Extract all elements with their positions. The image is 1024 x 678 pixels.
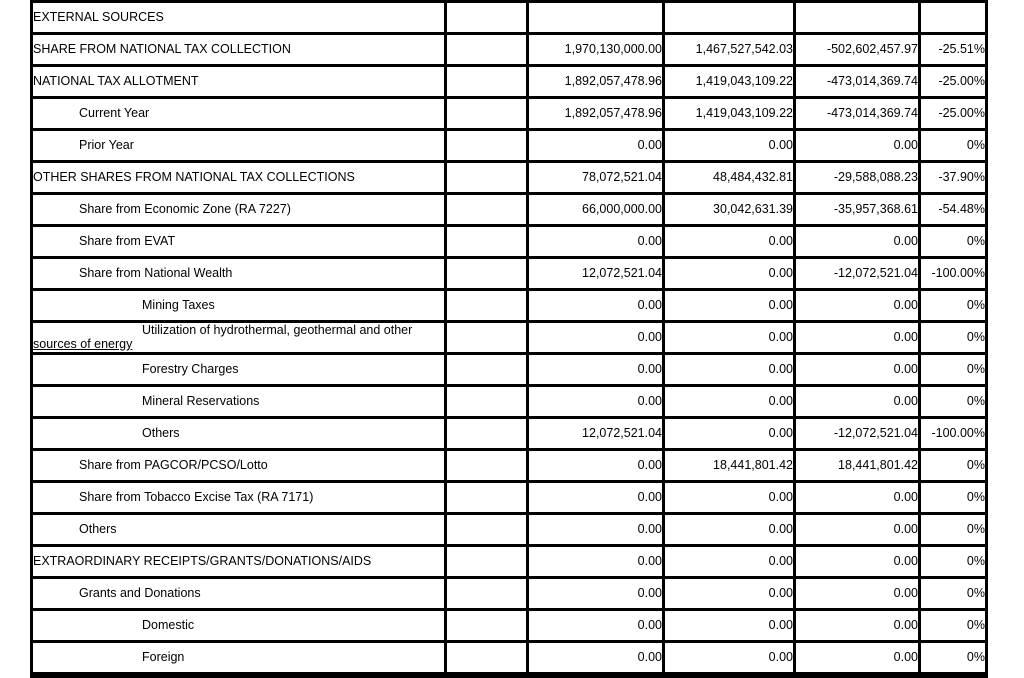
amount-variance-value: 0.00	[893, 394, 918, 408]
amount-budget-cell	[526, 256, 662, 288]
blank-cell	[444, 480, 526, 512]
row-label: Share from National Wealth	[79, 266, 233, 280]
amount-budget-cell	[526, 64, 662, 96]
table-row	[30, 352, 988, 384]
variance-percent-cell	[918, 512, 988, 544]
blank-cell	[444, 160, 526, 192]
table-row	[30, 32, 988, 64]
amount-variance-value: 0.00	[893, 490, 918, 504]
amount-budget-cell	[526, 608, 662, 640]
variance-percent-value: -25.00%	[938, 106, 985, 120]
table-row	[30, 224, 988, 256]
amount-actual-cell	[662, 544, 793, 576]
amount-actual-value: 0.00	[768, 298, 793, 312]
row-label-cell	[30, 480, 444, 512]
table-row	[30, 416, 988, 448]
row-label-cell	[30, 544, 444, 576]
variance-percent-value: 0%	[966, 138, 985, 152]
row-label: Current Year	[79, 106, 150, 120]
amount-budget-value: 1,892,057,478.96	[564, 74, 662, 88]
row-label: Grants and Donations	[79, 586, 201, 600]
blank-cell	[444, 256, 526, 288]
blank-cell	[444, 384, 526, 416]
row-label: OTHER SHARES FROM NATIONAL TAX COLLECTIONS	[33, 170, 355, 184]
row-label-cell	[30, 0, 444, 32]
amount-budget-cell	[526, 448, 662, 480]
amount-actual-cell	[662, 480, 793, 512]
row-label: Share from EVAT	[79, 234, 176, 248]
blank-cell	[444, 224, 526, 256]
blank-cell	[444, 0, 526, 32]
blank-cell	[444, 192, 526, 224]
amount-variance-cell	[793, 64, 918, 96]
amount-actual-value: 48,484,432.81	[713, 170, 793, 184]
table-row	[30, 96, 988, 128]
row-label: Mineral Reservations	[142, 394, 260, 408]
row-label-cell	[30, 576, 444, 608]
amount-budget-value: 0.00	[637, 138, 662, 152]
variance-percent-cell	[918, 256, 988, 288]
amount-actual-cell	[662, 224, 793, 256]
variance-percent-value: -25.00%	[938, 74, 985, 88]
row-label-cell	[30, 288, 444, 320]
amount-variance-value: 0.00	[893, 138, 918, 152]
table-row	[30, 64, 988, 96]
amount-budget-value: 0.00	[637, 650, 662, 664]
amount-budget-cell	[526, 480, 662, 512]
table-row	[30, 576, 988, 608]
amount-budget-cell	[526, 96, 662, 128]
blank-cell	[444, 512, 526, 544]
row-label: Forestry Charges	[142, 362, 239, 376]
amount-budget-cell	[526, 576, 662, 608]
amount-actual-cell	[662, 256, 793, 288]
variance-percent-cell	[918, 64, 988, 96]
amount-variance-value: -12,072,521.04	[833, 426, 918, 440]
amount-variance-cell	[793, 32, 918, 64]
amount-variance-cell	[793, 0, 918, 32]
amount-budget-value: 78,072,521.04	[582, 170, 662, 184]
amount-budget-cell	[526, 288, 662, 320]
variance-percent-cell	[918, 448, 988, 480]
blank-cell	[444, 288, 526, 320]
amount-variance-value: 18,441,801.42	[838, 458, 918, 472]
variance-percent-cell	[918, 32, 988, 64]
amount-variance-value: 0.00	[893, 554, 918, 568]
amount-actual-value: 0.00	[768, 330, 793, 344]
variance-percent-cell	[918, 544, 988, 576]
amount-budget-cell	[526, 544, 662, 576]
amount-budget-cell	[526, 192, 662, 224]
amount-variance-cell	[793, 544, 918, 576]
amount-budget-cell	[526, 0, 662, 32]
row-label-cell	[30, 160, 444, 192]
amount-variance-cell	[793, 384, 918, 416]
amount-variance-value: -29,588,088.23	[833, 170, 918, 184]
amount-variance-cell	[793, 320, 918, 352]
variance-percent-cell	[918, 288, 988, 320]
amount-budget-cell	[526, 224, 662, 256]
amount-variance-value: 0.00	[893, 234, 918, 248]
blank-cell	[444, 64, 526, 96]
row-label: Others	[142, 426, 180, 440]
table-row	[30, 544, 988, 576]
variance-percent-cell	[918, 192, 988, 224]
amount-actual-cell	[662, 32, 793, 64]
variance-percent-cell	[918, 576, 988, 608]
amount-budget-cell	[526, 128, 662, 160]
amount-budget-value: 0.00	[637, 298, 662, 312]
variance-percent-value: 0%	[966, 362, 985, 376]
row-label: EXTERNAL SOURCES	[33, 10, 164, 24]
table-row	[30, 480, 988, 512]
variance-percent-value: -25.51%	[938, 42, 985, 56]
amount-actual-value: 0.00	[768, 266, 793, 280]
variance-percent-cell	[918, 128, 988, 160]
table-row	[30, 384, 988, 416]
amount-budget-value: 0.00	[637, 522, 662, 536]
amount-variance-cell	[793, 640, 918, 675]
blank-cell	[444, 544, 526, 576]
amount-variance-value: -473,014,369.74	[826, 74, 918, 88]
amount-actual-cell	[662, 0, 793, 32]
variance-percent-value: -100.00%	[931, 426, 985, 440]
variance-percent-value: 0%	[966, 490, 985, 504]
amount-variance-cell	[793, 576, 918, 608]
row-label: Foreign	[142, 650, 185, 664]
amount-variance-value: -35,957,368.61	[833, 202, 918, 216]
amount-budget-value: 0.00	[637, 234, 662, 248]
amount-actual-cell	[662, 288, 793, 320]
variance-percent-cell	[918, 224, 988, 256]
row-label-cell	[30, 64, 444, 96]
amount-budget-value: 12,072,521.04	[582, 426, 662, 440]
row-label-cell	[30, 608, 444, 640]
amount-actual-value: 0.00	[768, 554, 793, 568]
row-label-cell	[30, 192, 444, 224]
amount-actual-value: 1,467,527,542.03	[695, 42, 793, 56]
amount-variance-value: -502,602,457.97	[826, 42, 918, 56]
row-label-cell	[30, 352, 444, 384]
variance-percent-value: 0%	[966, 586, 985, 600]
revenue-table	[30, 0, 988, 675]
amount-actual-cell	[662, 512, 793, 544]
amount-variance-cell	[793, 480, 918, 512]
variance-percent-value: 0%	[966, 554, 985, 568]
amount-budget-value: 0.00	[637, 586, 662, 600]
blank-cell	[444, 96, 526, 128]
budget-report-sheet	[30, 0, 988, 678]
table-row	[30, 320, 988, 352]
amount-variance-cell	[793, 128, 918, 160]
amount-budget-value: 0.00	[637, 618, 662, 632]
amount-actual-cell	[662, 96, 793, 128]
variance-percent-cell	[918, 0, 988, 32]
variance-percent-value: 0%	[966, 458, 985, 472]
amount-variance-cell	[793, 288, 918, 320]
row-label-cell	[30, 224, 444, 256]
amount-variance-value: -12,072,521.04	[833, 266, 918, 280]
amount-actual-value: 0.00	[768, 426, 793, 440]
blank-cell	[444, 128, 526, 160]
row-label: Share from Economic Zone (RA 7227)	[79, 202, 291, 216]
amount-variance-value: 0.00	[893, 522, 918, 536]
row-label-cell	[30, 256, 444, 288]
row-label-continuation: sources of energy	[33, 337, 133, 351]
variance-percent-value: 0%	[966, 618, 985, 632]
amount-actual-value: 1,419,043,109.22	[695, 74, 793, 88]
variance-percent-value: -54.48%	[938, 202, 985, 216]
table-row	[30, 0, 988, 32]
amount-actual-value: 0.00	[768, 586, 793, 600]
amount-actual-value: 0.00	[768, 490, 793, 504]
variance-percent-value: 0%	[966, 650, 985, 664]
amount-actual-cell	[662, 384, 793, 416]
table-row	[30, 160, 988, 192]
amount-actual-cell	[662, 192, 793, 224]
amount-actual-cell	[662, 352, 793, 384]
row-label-cell	[30, 128, 444, 160]
row-label: Domestic	[142, 618, 195, 632]
amount-budget-value: 0.00	[637, 330, 662, 344]
amount-variance-cell	[793, 416, 918, 448]
variance-percent-value: 0%	[966, 330, 985, 344]
blank-cell	[444, 640, 526, 675]
amount-actual-value: 0.00	[768, 650, 793, 664]
amount-budget-cell	[526, 640, 662, 675]
row-label: Mining Taxes	[142, 298, 215, 312]
amount-budget-cell	[526, 32, 662, 64]
amount-variance-cell	[793, 256, 918, 288]
row-label-cell	[30, 384, 444, 416]
blank-cell	[444, 352, 526, 384]
row-label: Others	[79, 522, 117, 536]
amount-actual-cell	[662, 608, 793, 640]
amount-actual-value: 1,419,043,109.22	[695, 106, 793, 120]
amount-variance-value: 0.00	[893, 650, 918, 664]
amount-variance-cell	[793, 448, 918, 480]
row-label-cell	[30, 512, 444, 544]
variance-percent-value: 0%	[966, 234, 985, 248]
variance-percent-value: 0%	[966, 298, 985, 312]
amount-budget-value: 0.00	[637, 554, 662, 568]
amount-variance-value: 0.00	[893, 618, 918, 632]
row-label-cell	[30, 320, 444, 352]
amount-actual-value: 0.00	[768, 234, 793, 248]
row-label: Share from Tobacco Excise Tax (RA 7171)	[79, 490, 314, 504]
amount-budget-value: 0.00	[637, 362, 662, 376]
amount-variance-cell	[793, 512, 918, 544]
amount-variance-cell	[793, 352, 918, 384]
variance-percent-value: -37.90%	[938, 170, 985, 184]
amount-budget-value: 1,970,130,000.00	[564, 42, 662, 56]
blank-cell	[444, 32, 526, 64]
blank-cell	[444, 320, 526, 352]
row-label: SHARE FROM NATIONAL TAX COLLECTION	[33, 42, 291, 56]
amount-actual-value: 0.00	[768, 522, 793, 536]
variance-percent-cell	[918, 608, 988, 640]
amount-variance-cell	[793, 160, 918, 192]
amount-variance-value: 0.00	[893, 298, 918, 312]
amount-budget-value: 0.00	[637, 458, 662, 472]
amount-variance-cell	[793, 96, 918, 128]
variance-percent-cell	[918, 320, 988, 352]
row-label-cell	[30, 448, 444, 480]
amount-budget-cell	[526, 384, 662, 416]
amount-actual-cell	[662, 160, 793, 192]
variance-percent-cell	[918, 160, 988, 192]
amount-variance-cell	[793, 192, 918, 224]
amount-budget-cell	[526, 320, 662, 352]
row-label-cell	[30, 416, 444, 448]
variance-percent-cell	[918, 352, 988, 384]
amount-actual-cell	[662, 448, 793, 480]
row-label: Utilization of hydrothermal, geothermal and other	[142, 323, 413, 337]
row-label-cell	[30, 96, 444, 128]
blank-cell	[444, 416, 526, 448]
row-label-cell	[30, 32, 444, 64]
amount-budget-value: 0.00	[637, 490, 662, 504]
row-label: Share from PAGCOR/PCSO/Lotto	[79, 458, 268, 472]
amount-variance-value: 0.00	[893, 586, 918, 600]
row-label-cell	[30, 640, 444, 675]
amount-budget-cell	[526, 416, 662, 448]
amount-variance-value: -473,014,369.74	[826, 106, 918, 120]
amount-budget-value: 12,072,521.04	[582, 266, 662, 280]
amount-actual-value: 0.00	[768, 138, 793, 152]
amount-actual-value: 0.00	[768, 362, 793, 376]
amount-actual-value: 0.00	[768, 394, 793, 408]
amount-actual-value: 0.00	[768, 618, 793, 632]
table-row	[30, 256, 988, 288]
variance-percent-value: -100.00%	[931, 266, 985, 280]
amount-budget-value: 0.00	[637, 394, 662, 408]
amount-actual-value: 18,441,801.42	[713, 458, 793, 472]
table-row	[30, 608, 988, 640]
table-row	[30, 128, 988, 160]
amount-actual-cell	[662, 576, 793, 608]
amount-actual-cell	[662, 64, 793, 96]
amount-actual-cell	[662, 320, 793, 352]
table-row	[30, 288, 988, 320]
amount-budget-cell	[526, 160, 662, 192]
table-row	[30, 448, 988, 480]
amount-actual-value: 30,042,631.39	[713, 202, 793, 216]
variance-percent-cell	[918, 416, 988, 448]
variance-percent-cell	[918, 640, 988, 675]
variance-percent-cell	[918, 384, 988, 416]
amount-actual-cell	[662, 128, 793, 160]
blank-cell	[444, 608, 526, 640]
blank-cell	[444, 576, 526, 608]
variance-percent-value: 0%	[966, 394, 985, 408]
amount-budget-cell	[526, 512, 662, 544]
table-row	[30, 192, 988, 224]
table-row	[30, 640, 988, 675]
amount-budget-value: 1,892,057,478.96	[564, 106, 662, 120]
amount-actual-cell	[662, 416, 793, 448]
variance-percent-cell	[918, 480, 988, 512]
blank-cell	[444, 448, 526, 480]
table-row	[30, 512, 988, 544]
variance-percent-value: 0%	[966, 522, 985, 536]
amount-variance-cell	[793, 224, 918, 256]
variance-percent-cell	[918, 96, 988, 128]
amount-variance-value: 0.00	[893, 330, 918, 344]
row-label: EXTRAORDINARY RECEIPTS/GRANTS/DONATIONS/AIDS	[33, 554, 372, 568]
row-label: NATIONAL TAX ALLOTMENT	[33, 74, 199, 88]
amount-budget-cell	[526, 352, 662, 384]
amount-variance-value: 0.00	[893, 362, 918, 376]
row-label: Prior Year	[79, 138, 134, 152]
amount-actual-cell	[662, 640, 793, 675]
amount-variance-cell	[793, 608, 918, 640]
amount-budget-value: 66,000,000.00	[582, 202, 662, 216]
